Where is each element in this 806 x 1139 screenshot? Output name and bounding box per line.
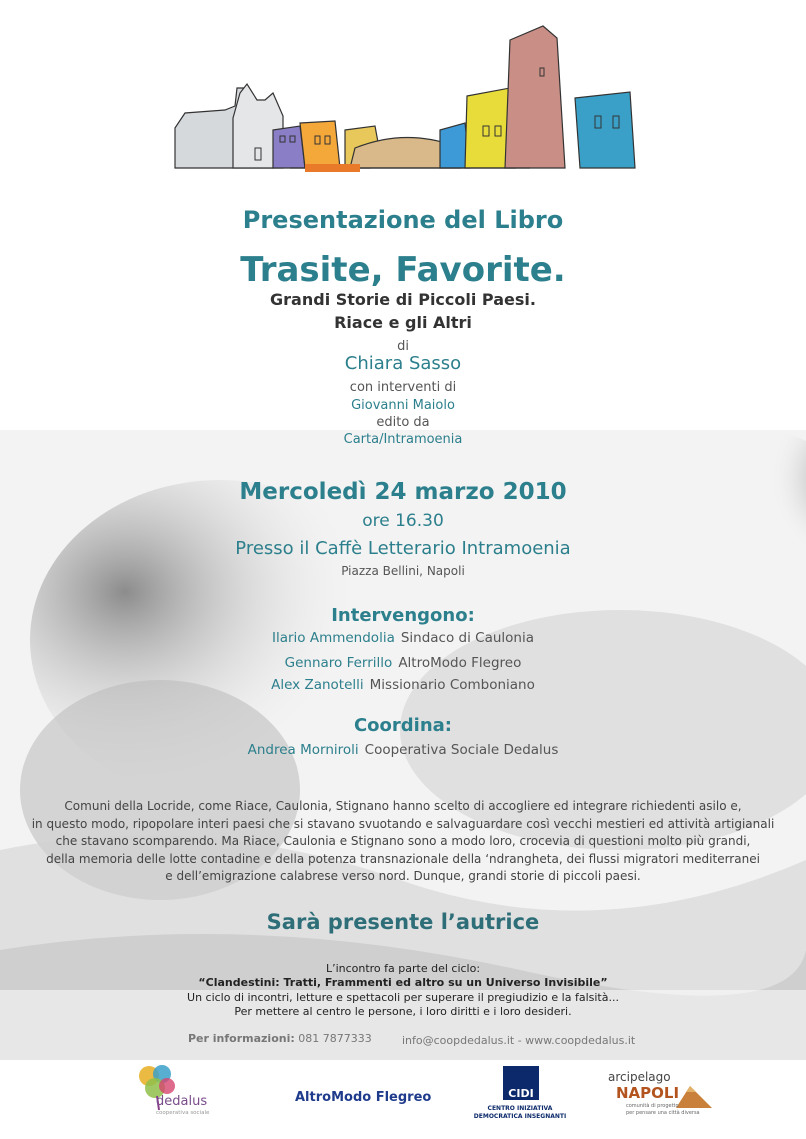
speakers-heading: Intervengono: — [331, 605, 475, 626]
kicker: Presentazione del Libro — [242, 206, 564, 234]
cycle-title: “Clandestini: Tratti, Frammenti ed altro su un Universo Invisibile” — [198, 976, 608, 989]
description-line: della memoria delle lotte contadine e della potenza transnazionale della ‘ndrangheta, dei flussi migratori mediterranei — [46, 851, 760, 866]
description — [0, 798, 806, 886]
contributor-name: Giovanni Maiolo — [351, 398, 455, 413]
napoli-subtitle-1: comunità di progetto — [626, 1103, 679, 1109]
coordinator-heading: Coordina: — [353, 715, 453, 736]
by-label: di — [397, 339, 409, 354]
dedalus-subtitle: cooperativa sociale — [156, 1110, 210, 1116]
speaker-row — [0, 655, 806, 671]
cycle-intro: L’incontro fa parte del ciclo: — [325, 962, 481, 975]
coordinator-row — [0, 742, 806, 758]
contact-info — [188, 1032, 372, 1045]
dedalus-wordmark: dedalus — [156, 1094, 208, 1109]
cidi-line-1: CENTRO INIZIATIVA — [487, 1105, 553, 1112]
event-time: ore 16.30 — [362, 511, 444, 531]
dedalus-logo[interactable] — [130, 1062, 240, 1122]
coordinator-role: Cooperativa Sociale Dedalus — [364, 742, 559, 758]
description-line: che stavano scomparendo. Ma Riace, Caulonia e Stignano sono a modo loro, crocevia di questioni molto più grandi, — [55, 834, 751, 848]
author-name: Chiara Sasso — [344, 353, 462, 374]
published-by-label: edito da — [376, 415, 430, 430]
book-subtitle-2: Riace e gli Altri — [334, 313, 472, 332]
speaker-name: Gennaro Ferrillo — [284, 655, 393, 671]
contact-phone[interactable]: 081 7877333 — [298, 1032, 372, 1045]
coordinator-name: Andrea Morniroli — [247, 742, 359, 758]
event-date: Mercoledì 24 marzo 2010 — [239, 479, 567, 505]
village-illustration — [165, 18, 640, 173]
altromodo-logo[interactable]: AltroModo Flegreo — [295, 1090, 432, 1105]
cidi-logo[interactable] — [465, 1066, 575, 1130]
book-title: Trasite, Favorite. — [240, 250, 566, 290]
volcano-icon — [674, 1080, 714, 1110]
author-present: Sarà presente l’autrice — [266, 910, 540, 934]
cycle-line-2: Per mettere al centro le persone, i loro diritti e i loro desideri. — [234, 1005, 572, 1018]
speaker-role: AltroModo Flegreo — [398, 655, 522, 671]
cidi-line-2: DEMOCRATICA INSEGNANTI — [473, 1113, 567, 1120]
cidi-mark: CIDI — [503, 1066, 539, 1100]
napoli-subtitle-2: per pensare una città diversa — [626, 1110, 700, 1116]
event-venue: Presso il Caffè Letterario Intramoenia — [235, 538, 571, 559]
event-address: Piazza Bellini, Napoli — [341, 564, 465, 578]
arcipelago-napoli-logo[interactable] — [608, 1070, 728, 1130]
speaker-role: Sindaco di Caulonia — [400, 630, 534, 646]
contact-email-web[interactable]: info@coopdedalus.it - www.coopdedalus.it — [402, 1034, 636, 1047]
contact-label: Per informazioni: — [188, 1032, 295, 1045]
description-line: in questo modo, ripopolare interi paesi che si stavano svuotando e salvaguardare così vecchi mestieri ed attività artigianali — [31, 816, 775, 831]
speaker-name: Alex Zanotelli — [271, 677, 364, 693]
cycle-line-1: Un ciclo di incontri, letture e spettacoli per superare il pregiudizio e la falsità... — [187, 991, 619, 1004]
description-line: e dell’emigrazione calabrese verso nord. Dunque, grandi storie di piccoli paesi. — [165, 869, 641, 883]
speaker-row — [0, 630, 806, 646]
speaker-name: Ilario Ammendolia — [271, 630, 395, 646]
speaker-role: Missionario Comboniano — [369, 677, 535, 693]
speaker-row — [0, 677, 806, 693]
arcipelago-word: arcipelago — [608, 1070, 671, 1084]
napoli-word: NAPOLI — [616, 1084, 680, 1102]
publisher-name: Carta/Intramoenia — [343, 432, 463, 447]
book-subtitle-1: Grandi Storie di Piccoli Paesi. — [270, 290, 536, 309]
interventions-label: con interventi di — [349, 380, 457, 395]
description-line: Comuni della Locride, come Riace, Caulonia, Stignano hanno scelto di accogliere ed integrare richiedenti asilo e, — [64, 799, 742, 813]
